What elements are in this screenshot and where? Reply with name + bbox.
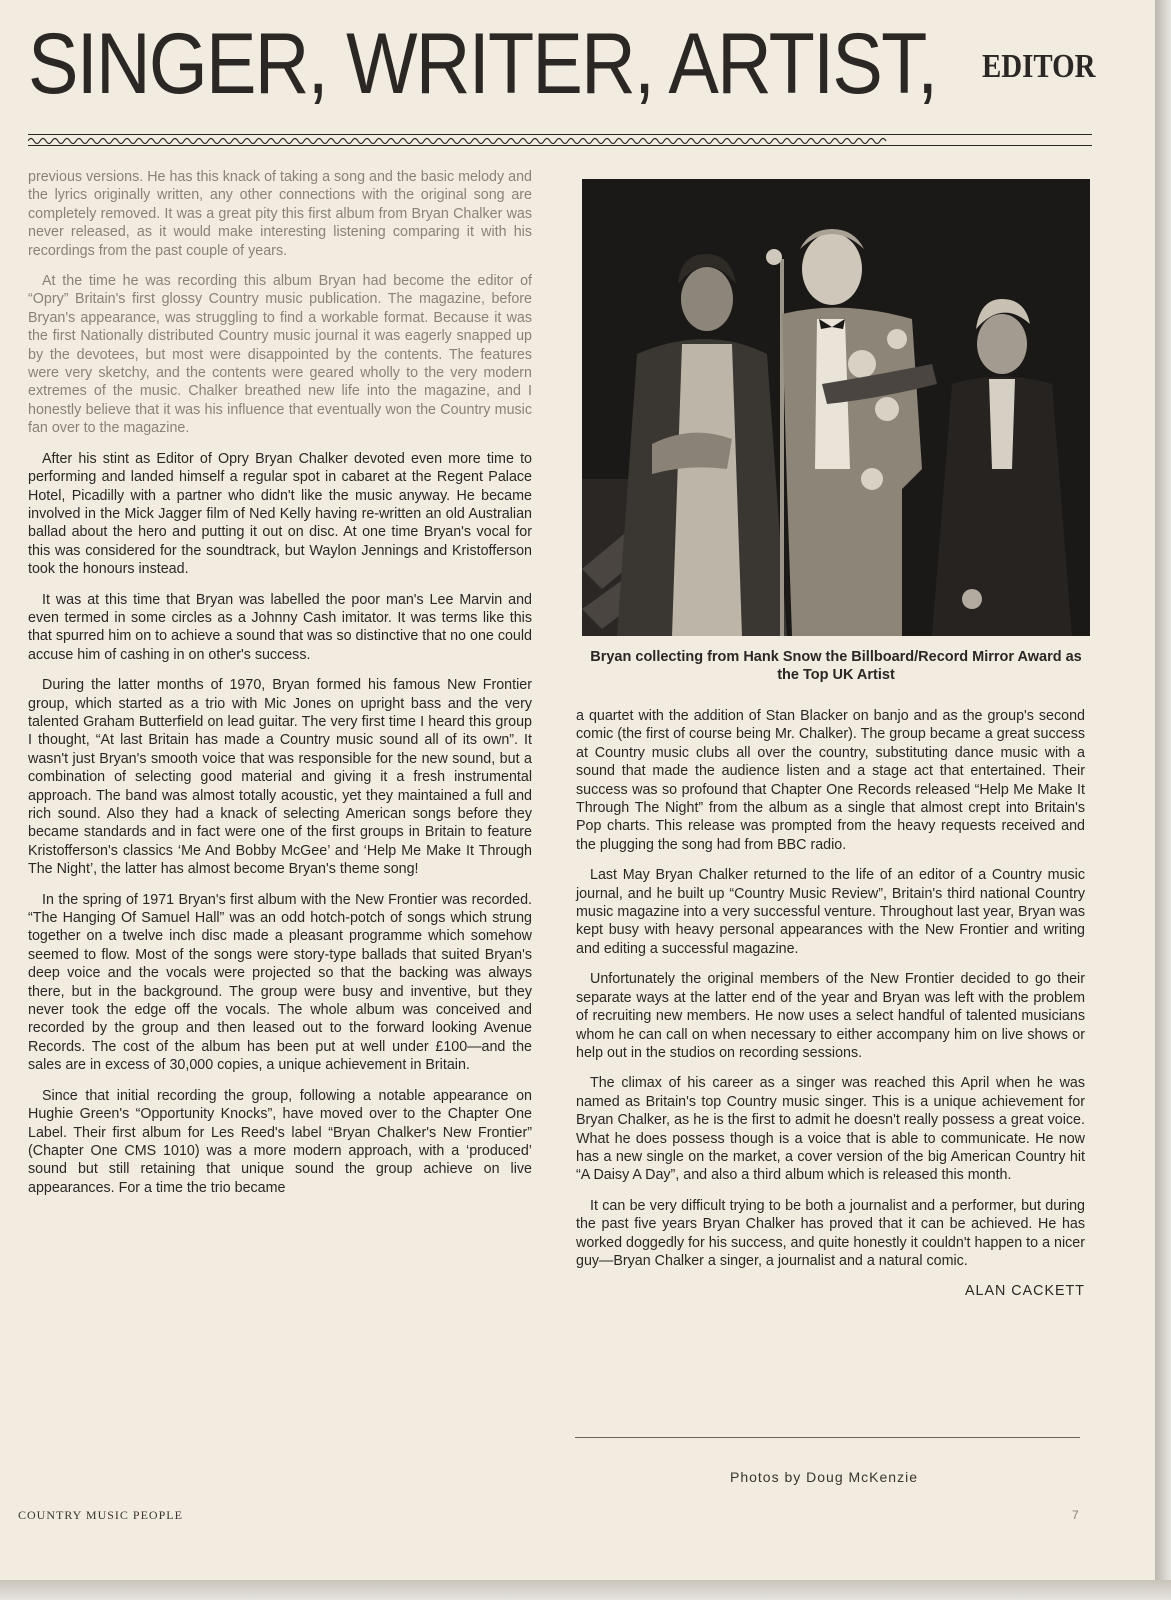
article-column-left (28, 168, 532, 1209)
page-edge-shadow (1155, 0, 1171, 1600)
article-paragraph: During the latter months of 1970, Bryan formed his famous New Frontier group, which started as a trio with Mic Jones on upright bass and the very talented Graham Butterfield on lead guitar. The very first time I heard this group I thought, “At last Britain has made a Country music sound all of its own”. It wasn't just Bryan's smooth voice that was responsible for the new sound, but a combination of selecting good material and giving it a fresh instrumental approach. The band was almost totally acoustic, yet they maintained a full and rich sound. Also they had a knack of selecting American songs before they became standards and in fact were one of the first groups in Britain to feature Kristofferson's classics ‘Me And Bobby McGee’ and ‘Help Me Make It Through The Night’, the latter has almost become Bryan's theme song! (28, 677, 532, 878)
article-paragraph: Unfortunately the original members of the New Frontier decided to go their separate ways at the latter end of the year and Bryan was left with the problem of recruiting new members. He now uses a select handful of talented musicians whom he can call on when necessary to either accompany him on live shows or help out in the studios on recording sessions. (576, 971, 1085, 1061)
article-paragraph: Since that initial recording the group, following a notable appearance on Hughie Green's “Opportunity Knocks”, have moved over to the Chapter One Label. Their first album for Les Reed's label “Bryan Chalker's New Frontier” (Chapter One CMS 1010) was a more modern approach, with a ‘produced’ sound but still retaining that unique sound the group achieve on live appearances. For a time the trio became (28, 1087, 532, 1196)
divider (575, 1437, 1080, 1438)
page-number: 7 (1072, 1508, 1079, 1522)
article-paragraph: After his stint as Editor of Opry Bryan Chalker devoted even more time to performing and landed himself a regular spot in cabaret at the Regent Palace Hotel, Picadilly with a partner who didn't like the music anyway. He became involved in the Mick Jagger film of Ned Kelly having re-written an old Australian ballad about the hero and putting it out on disc. At one time Bryan's vocal for this was considered for the soundtrack, but Waylon Jennings and Kristofferson took the honours instead. (28, 450, 532, 578)
author-name: ALAN CACKETT (964, 1283, 1085, 1300)
photo-credits: Photos by Doug McKenzie (730, 1469, 918, 1485)
article-paragraph: Last May Bryan Chalker returned to the life of an editor of a Country music journal, and he built up “Country Music Review”, Britain's third national Country music magazine into a very successful venture. Throughout last year, Bryan was kept busy with heavy personal appearances with the New Frontier and writing and editing a successful magazine. (576, 867, 1085, 957)
photo-illustration (582, 179, 1090, 636)
article-paragraph: It can be very difficult trying to be both a journalist and a performer, but during the past five years Bryan Chalker has proved that it can be achieved. He has worked doggedly for his success, and quite honestly it couldn't happen to a nicer guy—Bryan Chalker a singer, a journalist and a natural comic. (576, 1197, 1085, 1269)
photo-caption: Bryan collecting from Hank Snow the Billboard/Record Mirror Award as the Top UK Artist (590, 649, 1082, 683)
decorative-wave-rule (28, 134, 1092, 146)
page-bottom-edge (0, 1580, 1171, 1600)
article-paragraph: previous versions. He has this knack of taking a song and the basic melody and the lyrics originally written, any other connections with the original song are completely removed. It was a great pity this first album from Bryan Chalker was never released, as it would make interesting listening comparing it with his recordings from the past couple of years. (28, 169, 532, 259)
article-paragraph: The climax of his career as a singer was reached this April when he was named as Britain's top Country music singer. This is a unique achievement for Bryan Chalker, as he is the first to admit he doesn't really possess a great voice. What he does possess though is a voice that is able to communicate. He now has a new single on the market, a cover version of the big American Country hit “A Daisy A Day”, and also a third album which is released this month. (576, 1075, 1085, 1184)
award-photo (582, 179, 1090, 636)
footer-publication: COUNTRY MUSIC PEOPLE (18, 1508, 183, 1522)
headline-editor: EDITOR (982, 48, 1096, 85)
article-column-right (576, 707, 1085, 1313)
headline (28, 14, 1060, 114)
article-paragraph: a quartet with the addition of Stan Blacker on banjo and as the group's second comic (the first of course being Mr. Chalker). The group became a great success at Country music clubs all over the country, substituting dance music with a sound that made the audience listen and a stage act that entertained. Their success was so profound that Chapter One Records released “Help Me Make It Through The Night” from the album as a single that almost crept into Britain's Pop charts. This release was prompted from the heavy requests received and the plugging the song had from BBC radio. (576, 708, 1085, 853)
article-paragraph: At the time he was recording this album Bryan had become the editor of “Opry” Britain's first glossy Country music publication. The magazine, before Bryan's appearance, was struggling to find a workable format. Because it was the first Nationally distributed Country music journal it was eagerly snapped up by the devotees, but most were disappointed by the contents. The features were very sketchy, and the contents were geared wholly to the very modern extremes of the music. Chalker breathed new life into the magazine, and I honestly believe that it was his influence that eventually won the Country music fan over to the magazine. (28, 273, 532, 437)
article-paragraph: In the spring of 1971 Bryan's first album with the New Frontier was recorded. “The Hanging Of Samuel Hall” was an odd hotch-potch of songs which strung together on a twelve inch disc made a pleasant programme which somehow seemed to flow. Most of the songs were story-type ballads that suited Bryan's deep voice and the vocals were projected so that the backing was always there, but in the background. The group were busy and inventive, but they never took the edge off the vocals. The whole album was conceived and recorded by the group and then leased out to the forward looking Avenue Records. The cost of the album has been put at well under £100—and the sales are in excess of 30,000 copies, a unique achievement in Britain. (28, 891, 532, 1074)
article-paragraph: It was at this time that Bryan was labelled the poor man's Lee Marvin and even termed in some circles as a Johnny Cash imitator. It was terms like this that spurred him on to achieve a sound that was so distinctive that no one could accuse him of cashing in on other's success. (28, 591, 532, 663)
headline-title: SINGER, WRITER, ARTIST, (28, 16, 937, 112)
